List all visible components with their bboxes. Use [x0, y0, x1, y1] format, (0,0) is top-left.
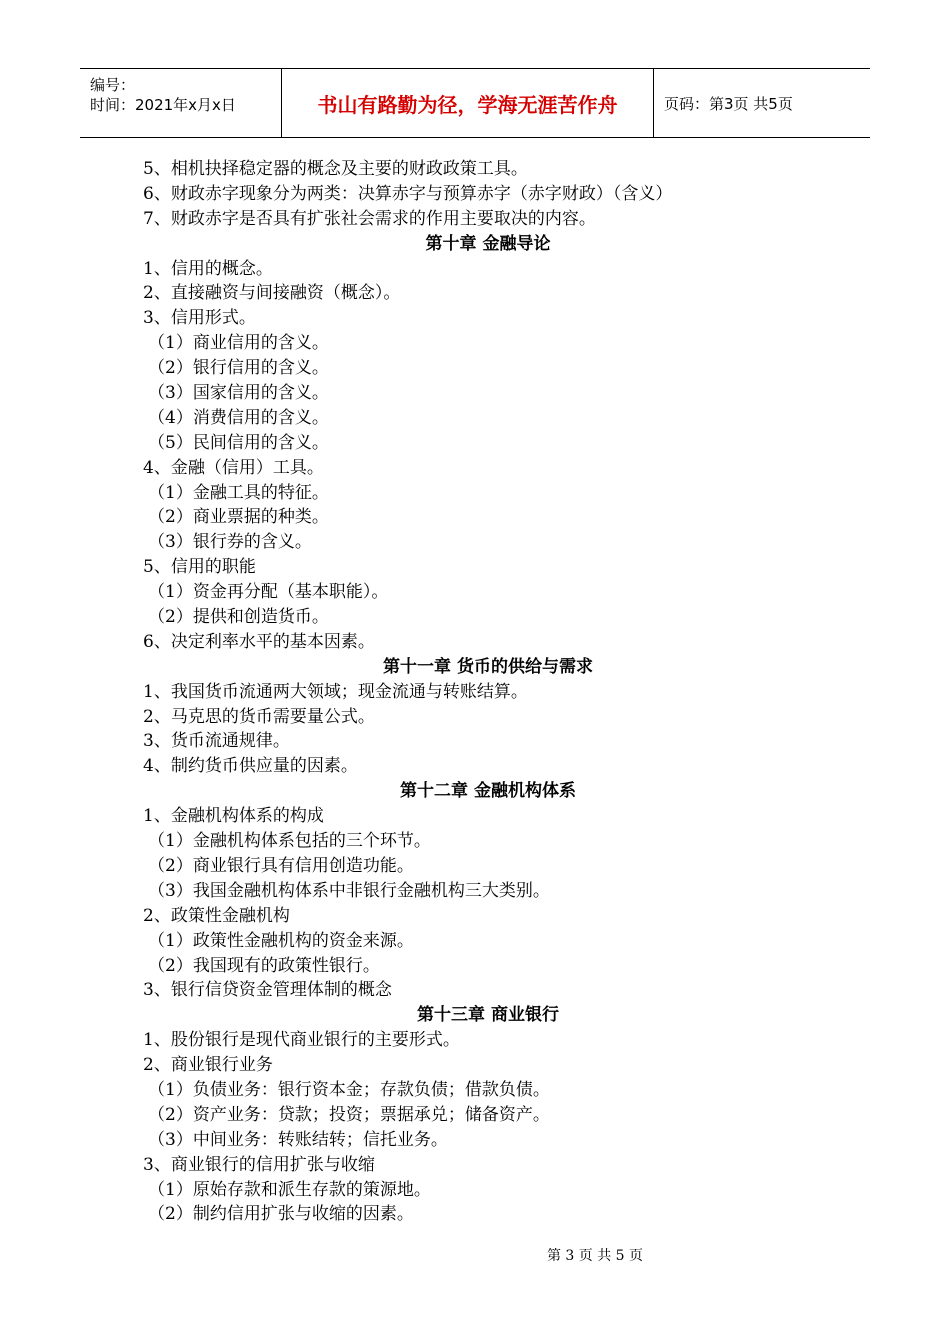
sub-list-item: （4）消费信用的含义。: [148, 407, 329, 428]
sub-list-item: （3）中间业务：转账结转；信托业务。: [148, 1129, 448, 1150]
header-meta: [80, 69, 282, 137]
sub-list-item: （2）商业票据的种类。: [148, 507, 329, 528]
sub-list-item: （2）提供和创造货币。: [148, 607, 329, 628]
sub-list-item: （1）资金再分配（基本职能）。: [148, 582, 389, 603]
list-item: 6、决定利率水平的基本因素。: [143, 631, 375, 652]
doc-time-label: 时间：2021年x月x日: [90, 96, 236, 114]
chapter-heading: 第十二章 金融机构体系: [400, 781, 576, 802]
doc-number-label: 编号：: [90, 76, 136, 94]
list-item: 3、商业银行的信用扩张与收缩: [143, 1154, 375, 1175]
list-item: 3、银行信贷资金管理体制的概念: [143, 980, 392, 1001]
sub-list-item: （1）金融工具的特征。: [148, 482, 329, 503]
page-footer: [0, 1245, 950, 1265]
list-item: 2、马克思的货币需要量公式。: [143, 706, 375, 727]
list-item: 2、商业银行业务: [143, 1055, 273, 1076]
list-item: 3、信用形式。: [143, 308, 256, 329]
sub-list-item: （3）我国金融机构体系中非银行金融机构三大类别。: [148, 880, 550, 901]
sub-list-item: （2）我国现有的政策性银行。: [148, 955, 380, 976]
list-item: 6、财政赤字现象分为两类：决算赤字与预算赤字（赤字财政）（含义）: [143, 183, 673, 204]
footer-page-number: 第 3 页 共 5 页: [546, 1248, 644, 1264]
list-item: 2、政策性金融机构: [143, 905, 290, 926]
sub-list-item: （2）银行信用的含义。: [148, 358, 329, 379]
sub-list-item: （3）国家信用的含义。: [148, 383, 329, 404]
document-body: [143, 157, 833, 1227]
sub-list-item: （1）金融机构体系包括的三个环节。: [148, 831, 431, 852]
header-page-info: 页码：第3页 共5页: [664, 94, 793, 113]
chapter-heading: 第十一章 货币的供给与需求: [383, 656, 593, 677]
list-item: 4、金融（信用）工具。: [143, 457, 324, 478]
list-item: 1、我国货币流通两大领域；现金流通与转账结算。: [143, 681, 528, 702]
sub-list-item: （2）制约信用扩张与收缩的因素。: [148, 1204, 414, 1225]
page-header: [80, 68, 870, 138]
sub-list-item: （5）民间信用的含义。: [148, 432, 329, 453]
list-item: 5、信用的职能: [143, 557, 256, 578]
sub-list-item: （2）资产业务：贷款；投资；票据承兑；储备资产。: [148, 1104, 550, 1125]
motto-text: 书山有路勤为径，学海无涯苦作舟: [317, 92, 618, 117]
list-item: 3、货币流通规律。: [143, 731, 290, 752]
sub-list-item: （2）商业银行具有信用创造功能。: [148, 855, 414, 876]
sub-list-item: （1）政策性金融机构的资金来源。: [148, 930, 414, 951]
list-item: 4、制约货币供应量的因素。: [143, 756, 358, 777]
sub-list-item: （1）负债业务：银行资本金；存款负债；借款负债。: [148, 1079, 550, 1100]
list-item: 5、相机抉择稳定器的概念及主要的财政政策工具。: [143, 159, 528, 179]
chapter-heading: 第十三章 商业银行: [417, 1005, 559, 1026]
list-item: 1、股份银行是现代商业银行的主要形式。: [143, 1030, 460, 1051]
chapter-heading: 第十章 金融导论: [425, 233, 551, 254]
list-item: 1、金融机构体系的构成: [143, 806, 324, 827]
sub-list-item: （1）原始存款和派生存款的策源地。: [148, 1179, 431, 1200]
header-motto: [282, 69, 654, 137]
sub-list-item: （3）银行券的含义。: [148, 532, 312, 553]
list-item: 7、财政赤字是否具有扩张社会需求的作用主要取决的内容。: [143, 208, 596, 229]
list-item: 2、直接融资与间接融资（概念）。: [143, 283, 401, 304]
list-item: 1、信用的概念。: [143, 258, 273, 279]
sub-list-item: （1）商业信用的含义。: [148, 333, 329, 354]
